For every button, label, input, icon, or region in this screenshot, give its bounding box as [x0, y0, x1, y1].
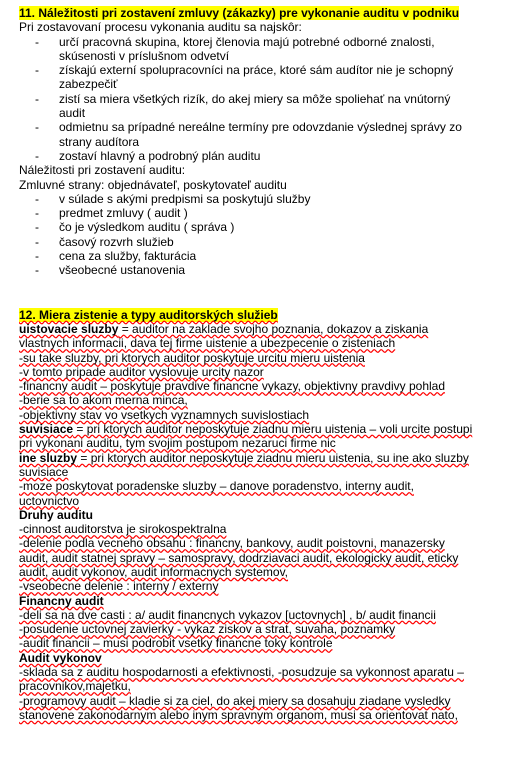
list-item-continuation: strany audítora: [59, 134, 140, 149]
list-item: - zostaví hlavný a podrobný plán auditu: [35, 148, 261, 163]
subheading-audit-vykonov: Audit vykonov: [19, 650, 102, 665]
section-11-heading-line: [19, 6, 505, 20]
section-11-heading: 11. Náležitosti pri zostavení zmluvy (zákazky) pre vykonanie auditu v podniku: [19, 6, 460, 20]
paragraph-line: -delenie podla vecneho obsahu : financny, bankovy, audit poistovni, manazersky: [19, 536, 445, 551]
paragraph-line: stanovene zakonodarnym alebo inym spravnym organom, musi sa orientovat nato,: [19, 707, 458, 722]
term-suvisiace: suvisiace: [19, 422, 74, 437]
paragraph-line: -sklada sa z auditu hospodarnosti a efektivnosti, -posudzuje sa vykonnost aparatu –: [19, 665, 464, 680]
paragraph-line: -cinnost auditorstva je sirokospektralna: [19, 522, 227, 537]
term-ine-sluzby: ine sluzby: [19, 450, 78, 465]
paragraph-line: -vseobecne delenie : interny / externy: [19, 579, 219, 594]
list-item: - získajú externí spolupracovníci na práce, ktoré sám audítor nie je schopný: [35, 63, 454, 78]
paragraph-line: audit, audit vykonov, audit informacnych systemov,: [19, 564, 289, 579]
list-item: - čo je výsledkom auditu ( správa ): [35, 220, 235, 235]
document-page: [19, 6, 505, 722]
list-item: - určí pracovná skupina, ktorej členovia majú potrebné odborné znalosti,: [35, 34, 435, 49]
section-11-process-list: [19, 35, 505, 164]
paragraph-line: -programovy audit – kladie si za ciel, do akej miery sa dosahuju ziadane vysledky: [19, 693, 451, 708]
list-item: - všeobecné ustanovenia: [35, 263, 186, 278]
list-item-continuation: skúsenosti v príslušnom odvetví: [59, 48, 230, 63]
paragraph-line: uistovacie sluzby = auditor na zaklade svojho poznania, dokazov a ziskania: [19, 321, 429, 336]
paragraph-line: vlastnych informacii, dava tej firme uistenie a ubezpecenie o zisteniach: [19, 336, 396, 351]
section-12-heading: 12. Miera zistenie a typy auditorských služieb: [19, 307, 278, 322]
list-item: - zistí sa miera všetkých rizík, do akej miery sa môže spoliehať na vnútorný: [35, 91, 451, 106]
paragraph-line: -berie sa to akom merna minca,: [19, 393, 188, 408]
paragraph-line: -v tomto pripade auditor vyslovuje urcity nazor: [19, 364, 264, 379]
paragraph-line: suvisiace = pri ktorych auditor neposkytuje ziadnu mieru uistenia – voli urcite postupi: [19, 422, 473, 437]
list-item: - časový rozvrh služieb: [35, 234, 174, 249]
paragraph-line: -moze poskytovat poradenske sluzby – danove poradenstvo, interny audit,: [19, 479, 414, 494]
subheading-financny-audit: Financny audit: [19, 593, 104, 608]
section-11-intro: Pri zostavovaní procesu vykonania auditu sa najskôr:: [19, 20, 302, 35]
term-uistovacie-sluzby: uistovacie sluzby: [19, 321, 119, 336]
list-item-continuation: audit: [59, 106, 86, 121]
subheading-druhy-auditu: Druhy auditu: [19, 507, 93, 522]
list-item: - predmet zmluvy ( audit ): [35, 206, 188, 221]
paragraph-line: -deli sa na dve casti : a/ audit financnych vykazov [uctovnych] , b/ audit financii: [19, 607, 436, 622]
paragraph-line: ine sluzby = pri ktorych auditor neposkytuje ziadnu mieru uistenia, su ine ako sluzby: [19, 450, 469, 465]
paragraph-line: -su take sluzby, pri ktorych auditor poskytuje urcitu mieru uistenia: [19, 350, 365, 365]
list-item: - cena za služby, fakturácia: [35, 249, 197, 264]
contract-parties: Zmluvné strany: objednávateľ, poskytovateľ auditu: [19, 177, 287, 192]
paragraph-line: -audit financii – musi podrobit vsetky financne toky kontrole: [19, 636, 333, 651]
section-11-subheading: Náležitosti pri zostavení auditu:: [19, 163, 186, 178]
paragraph-line: pri vykonani auditu, tym svojim postupom nezaruci firme nic: [19, 436, 336, 451]
section-spacer: [19, 278, 505, 308]
section-12-heading-line: [19, 308, 505, 322]
paragraph-line: pracovnikov,majetku,: [19, 679, 131, 694]
paragraph-line: suvisiace: [19, 464, 69, 479]
section-11-contract-list: [19, 192, 505, 278]
paragraph-line: uctovnictvo: [19, 493, 80, 508]
paragraph-line: -posudenie uctovnej zavierky - vykaz ziskov a strat, suvaha, poznamky: [19, 622, 396, 637]
list-item: - odmietnu sa prípadné nereálne termíny pre odovzdanie výslednej správy zo: [35, 120, 462, 135]
paragraph-line: -objektivny stav vo vsetkych vyznamnych suvislostiach: [19, 407, 310, 422]
list-item-continuation: zabezpečiť: [59, 77, 118, 92]
paragraph-line: audit, audit statnej spravy – samospravy, dodrziavaci audit, ekologicky audit, eticky: [19, 550, 459, 565]
list-item: - v súlade s akými predpismi sa poskytujú služby: [35, 191, 311, 206]
paragraph-line: -financny audit – poskytuje pravdive financne vykazy, objektivny pravdivy pohlad: [19, 379, 446, 394]
